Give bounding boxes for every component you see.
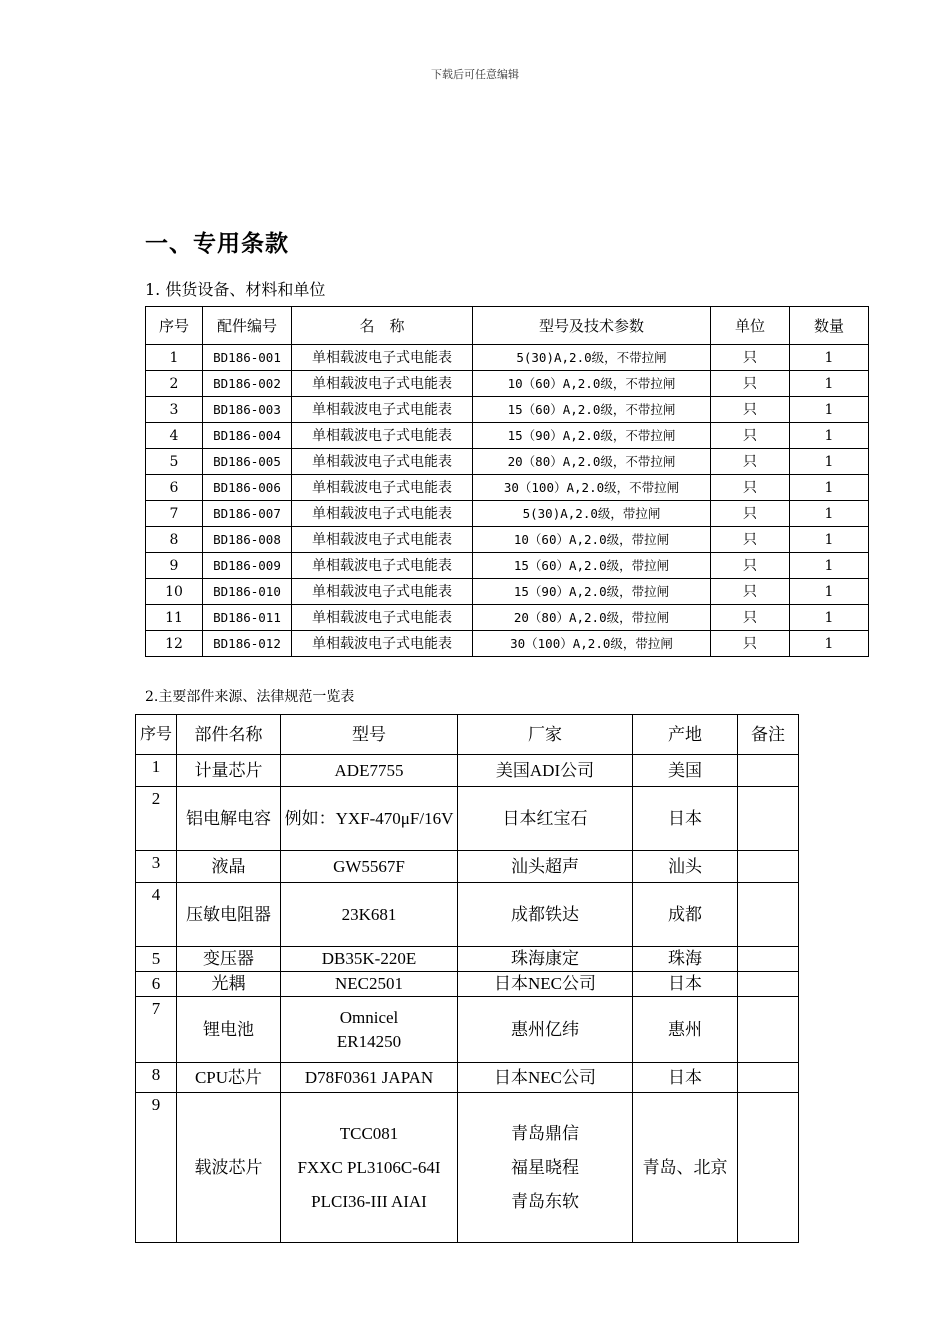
table1-cell: 5(30)A,2.0级，不带拉闸	[473, 345, 711, 371]
table2-maker-cell: 日本NEC公司	[458, 972, 633, 997]
table1-cell: 15（60）A,2.0级，带拉闸	[473, 553, 711, 579]
table2-seq-cell: 2	[136, 787, 177, 851]
table1-cell: 4	[146, 423, 203, 449]
table2-note-cell	[738, 787, 799, 851]
table2-model-cell: NEC2501	[281, 972, 458, 997]
table1-cell: 单相载波电子式电能表	[292, 553, 473, 579]
table1-cell: 20（80）A,2.0级，不带拉闸	[473, 449, 711, 475]
table1-row	[146, 371, 869, 397]
table1-cell: 1	[790, 371, 869, 397]
table1-cell: 单相载波电子式电能表	[292, 371, 473, 397]
table2-maker-cell: 日本NEC公司	[458, 1063, 633, 1093]
table2-note-cell	[738, 972, 799, 997]
table2-note-cell	[738, 997, 799, 1063]
table1-row	[146, 397, 869, 423]
table1-cell: 单相载波电子式电能表	[292, 631, 473, 657]
table2-name-cell: 压敏电阻器	[177, 883, 281, 947]
table2-maker-cell: 汕头超声	[458, 851, 633, 883]
table1-cell: 1	[790, 527, 869, 553]
table2-name-cell: 锂电池	[177, 997, 281, 1063]
table2-maker-cell: 珠海康定	[458, 947, 633, 972]
table1-header-cell: 型号及技术参数	[473, 307, 711, 345]
table1-cell: 1	[790, 423, 869, 449]
table2-model-line: TCC081	[339, 1123, 399, 1143]
table2-origin-cell: 青岛、北京	[633, 1093, 738, 1243]
table1-header-cell: 名 称	[292, 307, 473, 345]
table1-cell: 单相载波电子式电能表	[292, 397, 473, 423]
table1-row	[146, 527, 869, 553]
table2-model-cell: 例如：YXF-470μF/16V	[281, 787, 458, 851]
table1-cell: 只	[711, 553, 790, 579]
table1-cell: 只	[711, 527, 790, 553]
table1-cell: 1	[790, 397, 869, 423]
table2-model-cell: ADE7755	[281, 755, 458, 787]
table2-model-line: Omnicel	[339, 1007, 399, 1027]
table1-row	[146, 345, 869, 371]
table1-cell: BD186-003	[203, 397, 292, 423]
table2-row	[136, 755, 799, 787]
table1-cell: 9	[146, 553, 203, 579]
table1-cell: 1	[790, 475, 869, 501]
table1-cell: 1	[790, 345, 869, 371]
table1-header-cell: 序号	[146, 307, 203, 345]
table1-cell: BD186-001	[203, 345, 292, 371]
table1-cell: BD186-012	[203, 631, 292, 657]
table2-seq-cell: 6	[136, 972, 177, 997]
table1-cell: 单相载波电子式电能表	[292, 423, 473, 449]
table1-cell: 单相载波电子式电能表	[292, 501, 473, 527]
table1-header-row	[146, 307, 869, 345]
table1-row	[146, 553, 869, 579]
table2-model-cell: D78F0361 JAPAN	[281, 1063, 458, 1093]
table1-cell: 1	[790, 553, 869, 579]
components-source-table	[135, 714, 799, 1243]
table1-row	[146, 501, 869, 527]
table2-name-cell: 计量芯片	[177, 755, 281, 787]
table1-row	[146, 449, 869, 475]
table1-cell: 6	[146, 475, 203, 501]
table2-maker-cell: 惠州亿纬	[458, 997, 633, 1063]
table2-note-cell	[738, 883, 799, 947]
table2-model-cell	[281, 1093, 458, 1243]
table2-origin-cell: 珠海	[633, 947, 738, 972]
table1-cell: 7	[146, 501, 203, 527]
table2-seq-cell: 4	[136, 883, 177, 947]
table1-cell: BD186-002	[203, 371, 292, 397]
table2-origin-cell: 日本	[633, 787, 738, 851]
table2-header-cell: 部件名称	[177, 715, 281, 755]
section1-title: 1. 供货设备、材料和单位	[145, 280, 326, 299]
table2-name-cell: CPU芯片	[177, 1063, 281, 1093]
table1-cell: 10（60）A,2.0级，不带拉闸	[473, 371, 711, 397]
table2-model-cell: DB35K-220E	[281, 947, 458, 972]
table1-cell: 单相载波电子式电能表	[292, 605, 473, 631]
table1-cell: 5(30)A,2.0级，带拉闸	[473, 501, 711, 527]
table2-note-cell	[738, 1063, 799, 1093]
table1-cell: 只	[711, 371, 790, 397]
table2-maker-line: 福星晓程	[511, 1157, 579, 1177]
table2-name-cell: 铝电解电容	[177, 787, 281, 851]
table1-header-cell: 数量	[790, 307, 869, 345]
table2-model-cell	[281, 997, 458, 1063]
table2-maker-cell: 成都铁达	[458, 883, 633, 947]
table1-cell: 只	[711, 423, 790, 449]
table2-row	[136, 997, 799, 1063]
table2-maker-cell	[458, 1093, 633, 1243]
table1-cell: 单相载波电子式电能表	[292, 579, 473, 605]
table2-row	[136, 972, 799, 997]
table2-origin-cell: 日本	[633, 1063, 738, 1093]
table2-header-cell: 厂家	[458, 715, 633, 755]
section-heading: 一、专用条款	[145, 231, 289, 257]
table1-row	[146, 579, 869, 605]
table1-cell: 1	[146, 345, 203, 371]
table1-cell: 单相载波电子式电能表	[292, 449, 473, 475]
table2-note-cell	[738, 851, 799, 883]
table1-cell: 只	[711, 501, 790, 527]
table2-name-cell: 载波芯片	[177, 1093, 281, 1243]
table2-name-cell: 变压器	[177, 947, 281, 972]
table1-cell: 单相载波电子式电能表	[292, 475, 473, 501]
table1-cell: 2	[146, 371, 203, 397]
table2-row	[136, 787, 799, 851]
table2-origin-cell: 日本	[633, 972, 738, 997]
table1-cell: BD186-004	[203, 423, 292, 449]
table2-model-line: ER14250	[336, 1031, 402, 1051]
table2-row	[136, 883, 799, 947]
table2-note-cell	[738, 947, 799, 972]
table1-cell: 1	[790, 605, 869, 631]
table1-cell: 30（100）A,2.0级，不带拉闸	[473, 475, 711, 501]
table1-header-cell: 单位	[711, 307, 790, 345]
table2-header-cell: 产地	[633, 715, 738, 755]
table2-model-line: PLCI36-III AIAI	[311, 1191, 427, 1211]
table1-cell: 1	[790, 449, 869, 475]
supply-equipment-table	[145, 306, 869, 657]
table1-cell: BD186-009	[203, 553, 292, 579]
table2-seq-cell: 5	[136, 947, 177, 972]
table2-name-cell: 液晶	[177, 851, 281, 883]
table2-seq-cell: 7	[136, 997, 177, 1063]
table2-row	[136, 1093, 799, 1243]
table1-cell: 20（80）A,2.0级，带拉闸	[473, 605, 711, 631]
table1-cell: 只	[711, 397, 790, 423]
table2-name-cell: 光耦	[177, 972, 281, 997]
table2-origin-cell: 惠州	[633, 997, 738, 1063]
table1-cell: 10	[146, 579, 203, 605]
table1-cell: 只	[711, 605, 790, 631]
table1-cell: 15（60）A,2.0级，不带拉闸	[473, 397, 711, 423]
table1-cell: 3	[146, 397, 203, 423]
table2-seq-cell: 9	[136, 1093, 177, 1243]
table2-model-line: FXXC PL3106C-64I	[297, 1157, 441, 1177]
table2-note-cell	[738, 1093, 799, 1243]
table1-cell: 只	[711, 579, 790, 605]
table1-cell: 15（90）A,2.0级，带拉闸	[473, 579, 711, 605]
table2-seq-cell: 8	[136, 1063, 177, 1093]
table1-cell: 单相载波电子式电能表	[292, 345, 473, 371]
table2-model-cell: 23K681	[281, 883, 458, 947]
table2-origin-cell: 汕头	[633, 851, 738, 883]
table1-cell: 5	[146, 449, 203, 475]
table2-note-cell	[738, 755, 799, 787]
table1-row	[146, 423, 869, 449]
table2-model-cell: GW5567F	[281, 851, 458, 883]
table2-row	[136, 851, 799, 883]
table1-cell: 只	[711, 449, 790, 475]
header-note: 下载后可任意编辑	[431, 68, 519, 81]
section2-title: 2.主要部件来源、法律规范一览表	[145, 689, 355, 705]
table1-cell: BD186-010	[203, 579, 292, 605]
table2-maker-line: 青岛东软	[511, 1191, 579, 1211]
table2-seq-cell: 3	[136, 851, 177, 883]
table2-header-row	[136, 715, 799, 755]
table2-maker-cell: 日本红宝石	[458, 787, 633, 851]
table1-cell: BD186-007	[203, 501, 292, 527]
table1-cell: BD186-011	[203, 605, 292, 631]
table2-row	[136, 947, 799, 972]
table1-cell: BD186-008	[203, 527, 292, 553]
table1-row	[146, 475, 869, 501]
table1-cell: 1	[790, 631, 869, 657]
table1-cell: 11	[146, 605, 203, 631]
table1-cell: 只	[711, 345, 790, 371]
table2-maker-cell: 美国ADI公司	[458, 755, 633, 787]
table1-cell: 1	[790, 579, 869, 605]
table1-row	[146, 631, 869, 657]
table2-header-cell: 备注	[738, 715, 799, 755]
table2-maker-line: 青岛鼎信	[511, 1123, 579, 1143]
table2-origin-cell: 美国	[633, 755, 738, 787]
table1-cell: 只	[711, 631, 790, 657]
table2-origin-cell: 成都	[633, 883, 738, 947]
table2-header-cell: 序号	[136, 715, 177, 755]
table1-cell: 8	[146, 527, 203, 553]
table1-cell: 10（60）A,2.0级，带拉闸	[473, 527, 711, 553]
table1-cell: BD186-005	[203, 449, 292, 475]
table1-cell: 30（100）A,2.0级，带拉闸	[473, 631, 711, 657]
table1-cell: 单相载波电子式电能表	[292, 527, 473, 553]
table2-header-cell: 型号	[281, 715, 458, 755]
table1-cell: 12	[146, 631, 203, 657]
table2-row	[136, 1063, 799, 1093]
table1-row	[146, 605, 869, 631]
table1-header-cell: 配件编号	[203, 307, 292, 345]
table1-cell: 只	[711, 475, 790, 501]
table2-seq-cell: 1	[136, 755, 177, 787]
table1-cell: 15（90）A,2.0级，不带拉闸	[473, 423, 711, 449]
table1-cell: 1	[790, 501, 869, 527]
table1-cell: BD186-006	[203, 475, 292, 501]
